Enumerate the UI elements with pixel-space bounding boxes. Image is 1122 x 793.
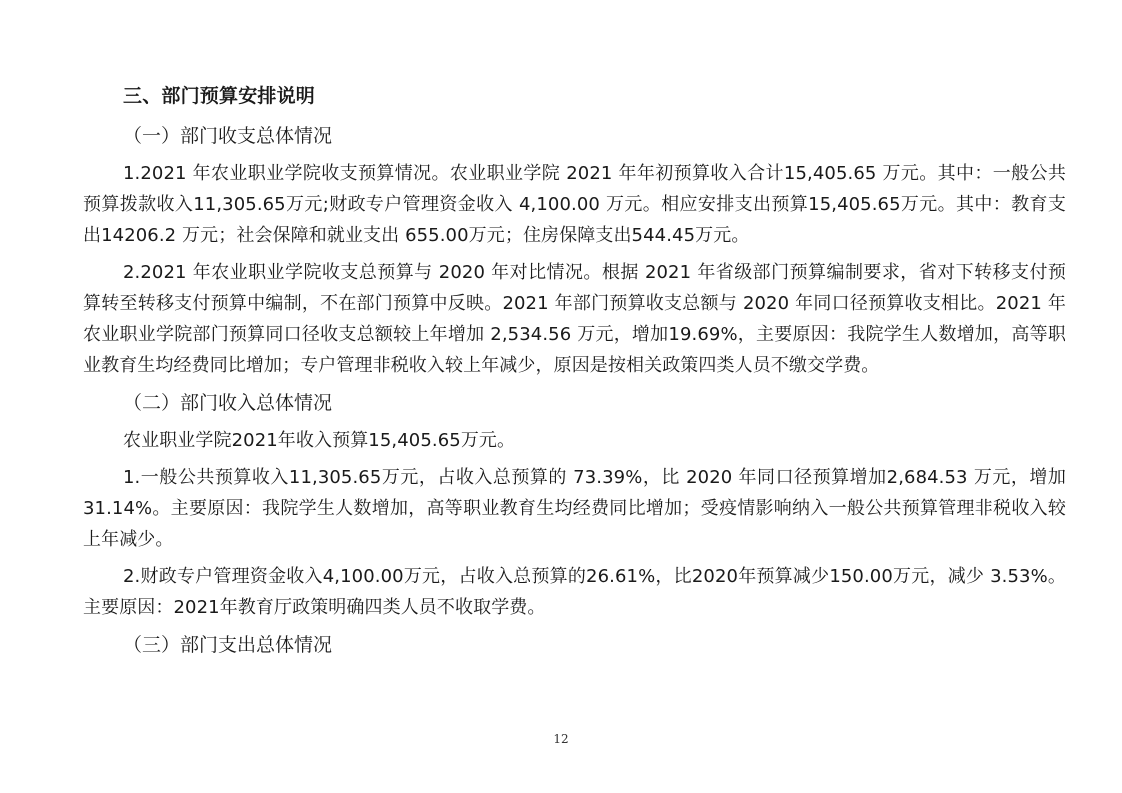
page-content: [83, 80, 1066, 667]
paragraph-special-account-income: 2.财政专户管理资金收入4,100.00万元，占收入总预算的26.61%，比2020年预算减少150.00万元，减少 3.53%。主要原因：2021年教育厅政策明确四类人员不收取学费。: [83, 566, 1066, 618]
section-title: 三、部门预算安排说明: [123, 85, 316, 107]
paragraph-budget-comparison: 2.2021 年农业职业学院收支总预算与 2020 年对比情况。根据 2021 年省级部门预算编制要求，省对下转移支付预算转至转移支付预算中编制，不在部门预算中反映。2021 年部门预算收支总额与 2020 年同口径预算收支相比。2021 年农业职业学院部门预算同口径收支总额较上年增加 2,534.56 万元，增加19.69%，主要原因：我院学生人数增加，高等职业教育生均经费同比增加；专户管理非税收入较上年减少，原因是按相关政策四类人员不缴交学费。: [83, 262, 1066, 376]
subsection-heading-income-expense: （一）部门收支总体情况: [123, 125, 333, 147]
subsection-heading-expense: （三）部门支出总体情况: [123, 634, 333, 656]
subsection-heading-income: （二）部门收入总体情况: [123, 392, 333, 414]
paragraph-budget-overview: 1.2021 年农业职业学院收支预算情况。农业职业学院 2021 年年初预算收入合计15,405.65 万元。其中：一般公共预算拨款收入11,305.65万元;财政专户管理资金收入 4,100.00 万元。相应安排支出预算15,405.65万元。其中：教育支出14206.2 万元；社会保障和就业支出 655.00万元；住房保障支出544.45万元。: [83, 163, 1066, 246]
page-number: 12: [553, 732, 569, 746]
paragraph-general-budget-income: 1.一般公共预算收入11,305.65万元，占收入总预算的 73.39%，比 2020 年同口径预算增加2,684.53 万元，增加 31.14%。主要原因：我院学生人数增加，高等职业教育生均经费同比增加；受疫情影响纳入一般公共预算管理非税收入较上年减少。: [83, 467, 1066, 550]
paragraph-income-total: 农业职业学院2021年收入预算15,405.65万元。: [123, 430, 516, 451]
